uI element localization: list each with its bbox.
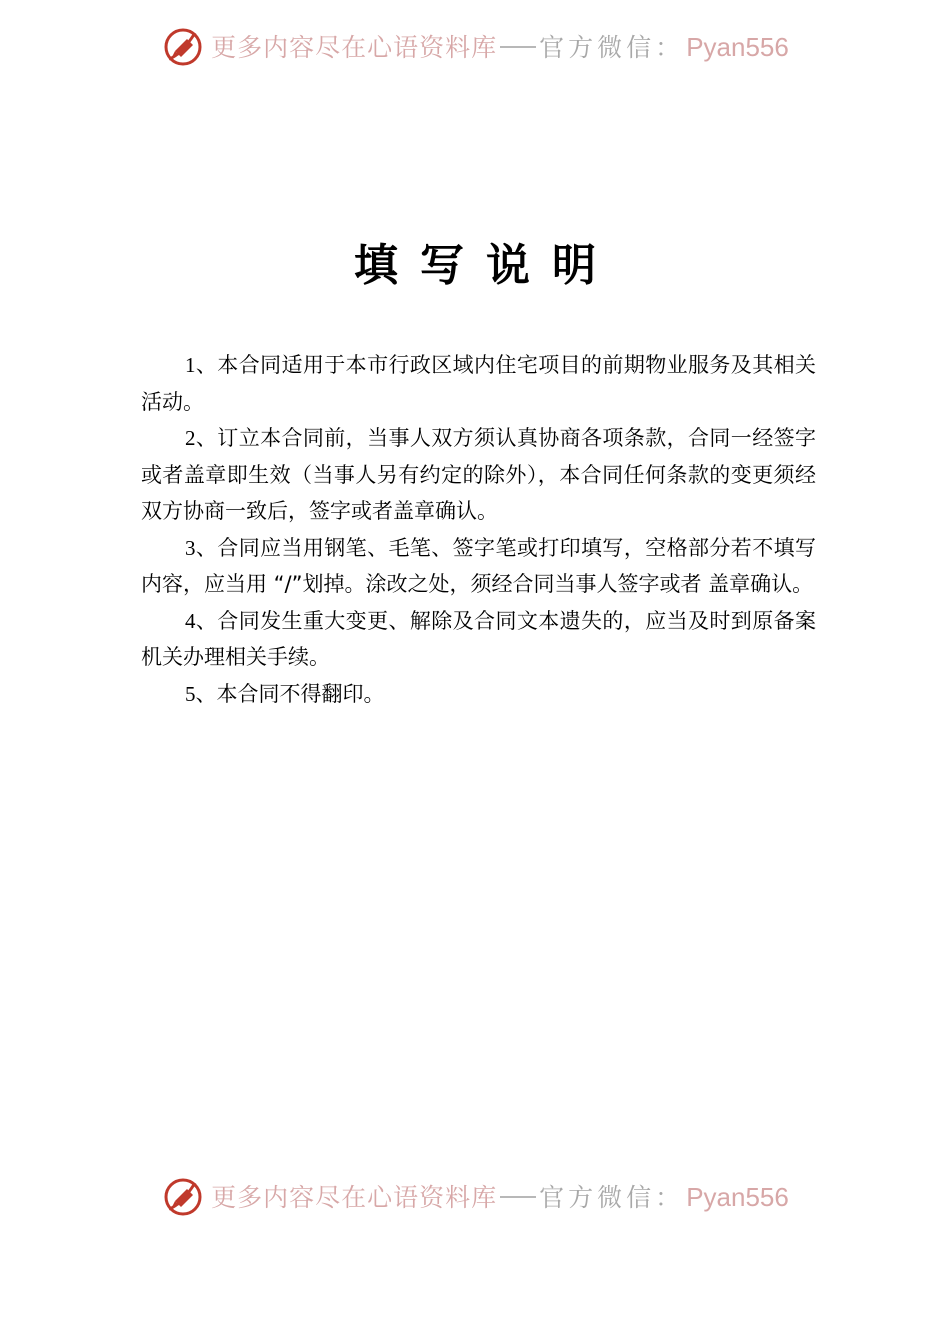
item-text: 、本合同不得翻印。 <box>195 681 385 706</box>
pen-logo-icon <box>161 25 205 69</box>
item-number: 5 <box>185 681 196 706</box>
item-number: 3 <box>185 535 196 560</box>
header-wechat-id: Pyan556 <box>686 32 789 62</box>
instruction-item-4 <box>141 603 816 676</box>
header-dash-divider <box>500 46 536 48</box>
footer-watermark-banner <box>0 1172 950 1222</box>
item-text: 、订立本合同前，当事人双方须认真协商各项条款，合同一经签字或者盖章即生效（当事人另有约定的除外），本合同任何条款的变更须经双方协商一致后，签字或者盖章确认。 <box>141 426 816 523</box>
instruction-item-2 <box>141 420 816 530</box>
header-wechat-label: 官方微信： <box>539 33 685 62</box>
item-number: 4 <box>185 608 196 633</box>
item-number: 1 <box>185 353 196 377</box>
document-title: 填写说明 <box>354 240 618 291</box>
instruction-item-5 <box>141 676 816 713</box>
footer-dash-divider <box>500 1196 536 1198</box>
item-text: 、合同应当用钢笔、毛笔、签字笔或打印填写，空格部分若不填写内容，应当用 “/”划掉。涂改之处，须经合同当事人签字或者 盖章确认。 <box>141 535 816 596</box>
header-slogan: 更多内容尽在心语资料库 <box>211 33 498 62</box>
pen-logo-icon <box>161 1175 205 1219</box>
footer-slogan: 更多内容尽在心语资料库 <box>211 1183 498 1212</box>
item-text: 、本合同适用于本市行政区域内住宅项目的前期物业服务及其相关活动。 <box>141 353 816 414</box>
footer-wechat-id: Pyan556 <box>686 1182 789 1212</box>
footer-wechat-label: 官方微信： <box>539 1183 685 1212</box>
item-number: 2 <box>185 426 196 450</box>
instruction-item-3 <box>141 530 816 603</box>
item-text: 、合同发生重大变更、解除及合同文本遗失的，应当及时到原备案机关办理相关手续。 <box>141 608 816 669</box>
header-watermark-banner <box>0 22 950 72</box>
document-body <box>141 347 816 712</box>
instruction-item-1 <box>141 347 816 420</box>
